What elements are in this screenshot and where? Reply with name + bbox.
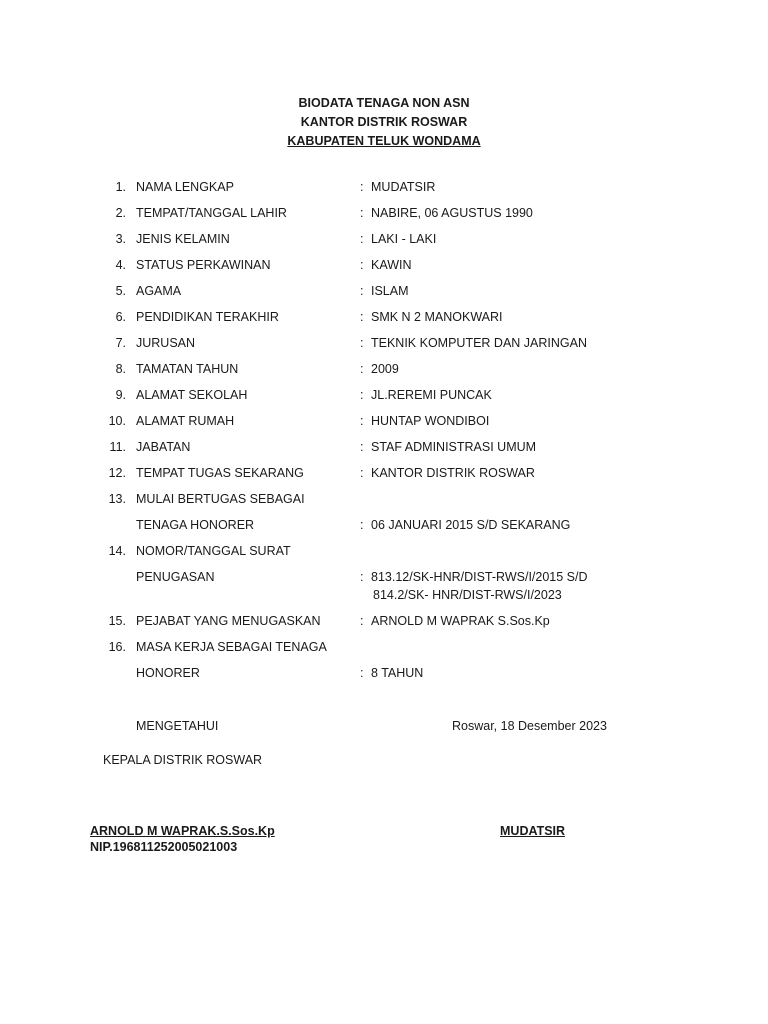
biodata-row	[0, 438, 768, 464]
row-number: 14.	[108, 544, 126, 558]
row-separator: :	[360, 336, 364, 350]
biodata-row	[0, 464, 768, 490]
row-number: 3.	[115, 232, 126, 246]
row-value	[371, 664, 423, 682]
biodata-row	[0, 568, 768, 612]
official-signatory-name: ARNOLD M WAPRAK.S.Sos.Kp	[90, 824, 275, 838]
row-number: 10.	[108, 414, 126, 428]
row-number: 12.	[108, 466, 126, 480]
acknowledgement-label: MENGETAHUI	[136, 719, 219, 733]
row-number: 4.	[115, 258, 126, 272]
row-value	[371, 282, 409, 300]
row-value	[371, 568, 588, 604]
row-separator: :	[360, 180, 364, 194]
row-value-line: ARNOLD M WAPRAK S.Sos.Kp	[371, 614, 550, 628]
row-number: 16.	[108, 640, 126, 654]
biodata-row	[0, 490, 768, 516]
row-number: 7.	[115, 336, 126, 350]
row-value	[371, 438, 536, 456]
row-value-line: LAKI - LAKI	[371, 232, 437, 246]
biodata-row	[0, 612, 768, 638]
row-value-line: 8 TAHUN	[371, 666, 424, 680]
biodata-row	[0, 412, 768, 438]
employee-signatory-name: MUDATSIR	[500, 824, 566, 838]
row-label: JURUSAN	[136, 336, 196, 350]
biodata-row	[0, 282, 768, 308]
row-number: 13.	[108, 492, 126, 506]
row-number: 15.	[108, 614, 126, 628]
row-separator: :	[360, 206, 364, 220]
office-name: KANTOR DISTRIK ROSWAR	[300, 115, 468, 129]
row-separator: :	[360, 614, 364, 628]
row-number: 6.	[115, 310, 126, 324]
biodata-row	[0, 230, 768, 256]
row-label: TEMPAT TUGAS SEKARANG	[136, 466, 304, 480]
row-separator: :	[360, 570, 364, 584]
row-separator: :	[360, 466, 364, 480]
row-label: MASA KERJA SEBAGAI TENAGA	[136, 640, 327, 654]
row-value	[371, 360, 399, 378]
row-label: TEMPAT/TANGGAL LAHIR	[136, 206, 287, 220]
row-label: PEJABAT YANG MENUGASKAN	[136, 614, 321, 628]
row-label: TENAGA HONORER	[136, 518, 255, 532]
row-value-line: KANTOR DISTRIK ROSWAR	[371, 466, 535, 480]
document-title: BIODATA TENAGA NON ASN	[298, 96, 470, 110]
row-label: JABATAN	[136, 440, 191, 454]
biodata-row	[0, 204, 768, 230]
row-value-line: MUDATSIR	[371, 180, 436, 194]
row-label: AGAMA	[136, 284, 182, 298]
biodata-row	[0, 178, 768, 204]
row-separator: :	[360, 232, 364, 246]
row-label: ALAMAT RUMAH	[136, 414, 235, 428]
row-label: PENUGASAN	[136, 570, 215, 584]
row-value	[371, 256, 412, 274]
row-value	[371, 178, 435, 196]
row-value-line: ISLAM	[371, 284, 409, 298]
row-separator: :	[360, 258, 364, 272]
biodata-row	[0, 360, 768, 386]
row-value	[371, 612, 550, 630]
row-number: 11.	[109, 440, 126, 454]
row-value	[371, 386, 492, 404]
row-label: PENDIDIKAN TERAKHIR	[136, 310, 279, 324]
biodata-row	[0, 638, 768, 664]
row-value	[371, 204, 533, 222]
row-label: TAMATAN TAHUN	[136, 362, 239, 376]
row-label: JENIS KELAMIN	[136, 232, 230, 246]
row-label: NAMA LENGKAP	[136, 180, 234, 194]
row-number: 2.	[115, 206, 126, 220]
document-header	[0, 94, 768, 151]
row-value	[371, 516, 570, 534]
row-value	[371, 308, 503, 326]
row-value-line: 813.12/SK-HNR/DIST-RWS/I/2015 S/D	[371, 570, 588, 584]
row-separator: :	[360, 440, 364, 454]
row-label: HONORER	[136, 666, 200, 680]
row-separator: :	[360, 284, 364, 298]
row-value-line: 06 JANUARI 2015 S/D SEKARANG	[371, 518, 571, 532]
row-separator: :	[360, 310, 364, 324]
biodata-row	[0, 308, 768, 334]
place-date: Roswar, 18 Desember 2023	[452, 719, 607, 733]
biodata-row	[0, 334, 768, 360]
row-separator: :	[360, 362, 364, 376]
row-value-line: KAWIN	[371, 258, 412, 272]
row-number: 9.	[115, 388, 126, 402]
row-value-line: JL.REREMI PUNCAK	[371, 388, 492, 402]
row-value-line: SMK N 2 MANOKWARI	[371, 310, 503, 324]
row-label: MULAI BERTUGAS SEBAGAI	[136, 492, 305, 506]
row-number: 1.	[115, 180, 126, 194]
official-nip: NIP.196811252005021003	[90, 840, 238, 854]
row-number: 5.	[115, 284, 126, 298]
row-separator: :	[360, 518, 364, 532]
row-number: 8.	[115, 362, 126, 376]
row-label: ALAMAT SEKOLAH	[136, 388, 248, 402]
row-separator: :	[360, 388, 364, 402]
row-value	[371, 230, 436, 248]
biodata-row	[0, 386, 768, 412]
district-head-title: KEPALA DISTRIK ROSWAR	[103, 753, 263, 767]
row-separator: :	[360, 414, 364, 428]
row-label: NOMOR/TANGGAL SURAT	[136, 544, 291, 558]
biodata-row	[0, 664, 768, 690]
biodata-row	[0, 516, 768, 542]
biodata-row	[0, 542, 768, 568]
row-value-line: TEKNIK KOMPUTER DAN JARINGAN	[371, 336, 587, 350]
row-value-line: 2009	[371, 362, 399, 376]
biodata-list	[0, 178, 768, 690]
row-value-line: STAF ADMINISTRASI UMUM	[371, 440, 537, 454]
regency-name: KABUPATEN TELUK WONDAMA	[287, 134, 481, 148]
row-value-line: HUNTAP WONDIBOI	[371, 414, 490, 428]
row-value-line-2: 814.2/SK- HNR/DIST-RWS/I/2023	[373, 588, 562, 602]
row-label: STATUS PERKAWINAN	[136, 258, 271, 272]
row-value	[371, 412, 489, 430]
row-value	[371, 464, 535, 482]
row-value-line: NABIRE, 06 AGUSTUS 1990	[371, 206, 533, 220]
biodata-row	[0, 256, 768, 282]
row-value	[371, 334, 587, 352]
row-separator: :	[360, 666, 364, 680]
